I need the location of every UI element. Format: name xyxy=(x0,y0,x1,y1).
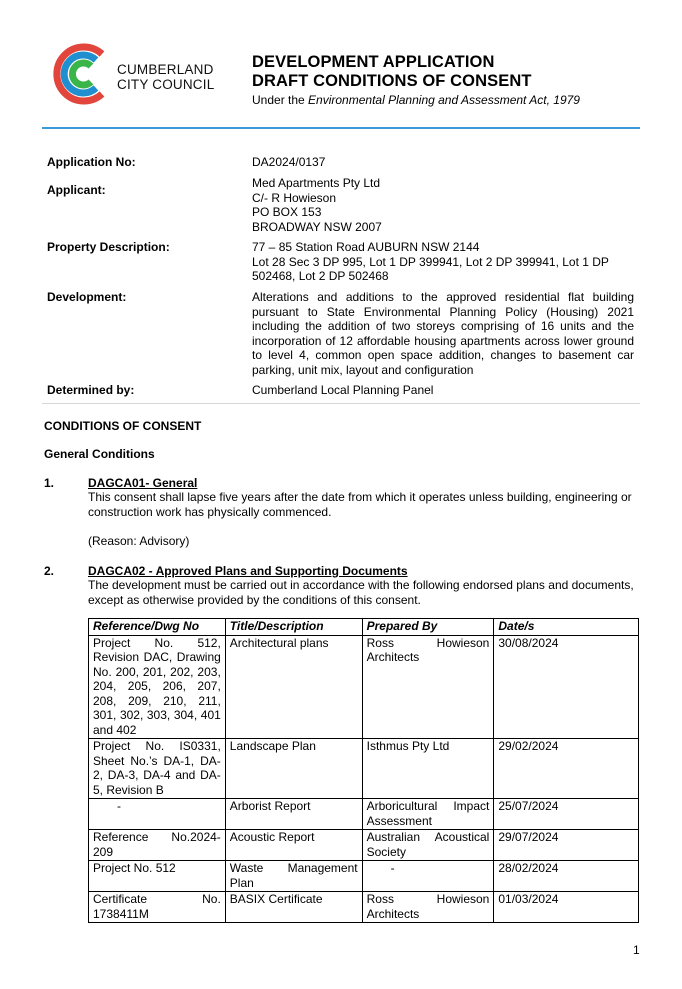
table-row xyxy=(89,861,639,892)
table-row xyxy=(89,799,639,830)
general-conditions-heading: General Conditions xyxy=(44,447,155,461)
details-divider xyxy=(42,403,640,404)
condition-1-title: DAGCA01- General xyxy=(88,476,198,490)
subtitle-prefix: Under the xyxy=(252,93,309,107)
condition-1-text: This consent shall lapse five years after the date from which it operates unless building, engineering or construction work has physically commenced. xyxy=(88,490,632,519)
logo-wordmark xyxy=(117,62,214,92)
date-cell: 25/07/2024 xyxy=(494,799,639,830)
date-cell: 29/02/2024 xyxy=(494,739,639,799)
property-line: Lot 28 Sec 3 DP 995, Lot 1 DP 399941, Lot 2 DP 399941, Lot 1 DP xyxy=(252,254,609,269)
applicant-line: PO BOX 153 xyxy=(252,205,322,219)
logo-line-2: CITY COUNCIL xyxy=(117,77,215,92)
condition-1-number: 1. xyxy=(44,476,55,490)
property-description-label: Property Description: xyxy=(47,240,170,254)
column-header: Title/Description xyxy=(225,619,362,636)
applicant-line: BROADWAY NSW 2007 xyxy=(252,219,382,234)
prepared-by-cell: Ross Howieson Architects xyxy=(362,635,494,739)
date-cell: 01/03/2024 xyxy=(494,892,639,923)
title-cell: Acoustic Report xyxy=(225,830,362,861)
approved-plans-table xyxy=(88,618,639,923)
property-line: 77 – 85 Station Road AUBURN NSW 2144 xyxy=(252,240,480,254)
column-header: Prepared By xyxy=(362,619,494,636)
table-row xyxy=(89,892,639,923)
determined-by-label: Determined by: xyxy=(47,383,135,397)
condition-2-title: DAGCA02 - Approved Plans and Supporting Documents xyxy=(88,564,408,578)
council-logo xyxy=(50,40,112,108)
prepared-by-cell: Isthmus Pty Ltd xyxy=(362,739,494,799)
table-row xyxy=(89,830,639,861)
table-row xyxy=(89,635,639,739)
prepared-by-cell: Australian Acoustical Society xyxy=(362,830,494,861)
prepared-by-cell: Ross Howieson Architects xyxy=(362,892,494,923)
applicant-line: C/- R Howieson xyxy=(252,190,337,205)
table-header-row xyxy=(89,619,639,636)
reference-cell: Project No. IS0331, Sheet No.’s DA-1, DA-2, DA-3, DA-4 and DA-5, Revision B xyxy=(89,739,226,799)
reference-cell: - xyxy=(89,799,226,830)
title-line-2: DRAFT CONDITIONS OF CONSENT xyxy=(252,72,532,90)
property-line: 502468, Lot 2 DP 502468 xyxy=(252,269,389,283)
page-number: 1 xyxy=(633,943,640,957)
development-value: Alterations and additions to the approved residential flat building pursuant to State Environmental Planning Policy (Housing) 2021 including the addition of two storeys comprising of 16 units and the incorporation of 12 affordable housing apartments across lower ground to level 4, common open space addition, changes to basement car parking, unit mix, layout and configuration xyxy=(252,290,634,377)
reference-cell: Reference No.2024-209 xyxy=(89,830,226,861)
date-cell: 29/07/2024 xyxy=(494,830,639,861)
document-title xyxy=(252,53,532,91)
applicant-value xyxy=(252,176,634,234)
act-name: Environmental Planning and Assessment Act, 1979 xyxy=(308,93,580,107)
application-no-value: DA2024/0137 xyxy=(252,155,326,169)
logo-line-1: CUMBERLAND xyxy=(117,62,214,77)
reference-cell: Project No. 512 xyxy=(89,861,226,892)
development-label: Development: xyxy=(47,290,127,304)
condition-2-number: 2. xyxy=(44,564,55,578)
date-cell: 30/08/2024 xyxy=(494,635,639,739)
table-row xyxy=(89,739,639,799)
applicant-label: Applicant: xyxy=(47,183,106,197)
date-cell: 28/02/2024 xyxy=(494,861,639,892)
prepared-by-cell: - xyxy=(362,861,494,892)
reference-cell: Certificate No. 1738411M xyxy=(89,892,226,923)
title-line-1: DEVELOPMENT APPLICATION xyxy=(252,53,495,71)
applicant-line: Med Apartments Pty Ltd xyxy=(252,176,381,190)
condition-1-reason: (Reason: Advisory) xyxy=(88,534,190,548)
conditions-heading: CONDITIONS OF CONSENT xyxy=(44,419,202,433)
title-cell: BASIX Certificate xyxy=(225,892,362,923)
condition-2-text: The development must be carried out in accordance with the following endorsed plans and documents, except as otherwise provided by the conditions of this consent. xyxy=(88,578,634,607)
column-header: Date/s xyxy=(494,619,639,636)
header-divider xyxy=(42,127,640,129)
document-subtitle xyxy=(252,93,580,107)
title-cell: Landscape Plan xyxy=(225,739,362,799)
title-cell: Waste Management Plan xyxy=(225,861,362,892)
determined-by-value: Cumberland Local Planning Panel xyxy=(252,383,434,397)
title-cell: Architectural plans xyxy=(225,635,362,739)
reference-cell: Project No. 512, Revision DAC, Drawing No. 200, 201, 202, 203, 204, 205, 206, 207, 208, 209, 210, 211, 301, 302, 303, 304, 401 and 402 xyxy=(89,635,226,739)
prepared-by-cell: Arboricultural Impact Assessment xyxy=(362,799,494,830)
property-description-value xyxy=(252,240,634,284)
title-cell: Arborist Report xyxy=(225,799,362,830)
column-header: Reference/Dwg No xyxy=(89,619,226,636)
application-no-label: Application No: xyxy=(47,155,136,169)
